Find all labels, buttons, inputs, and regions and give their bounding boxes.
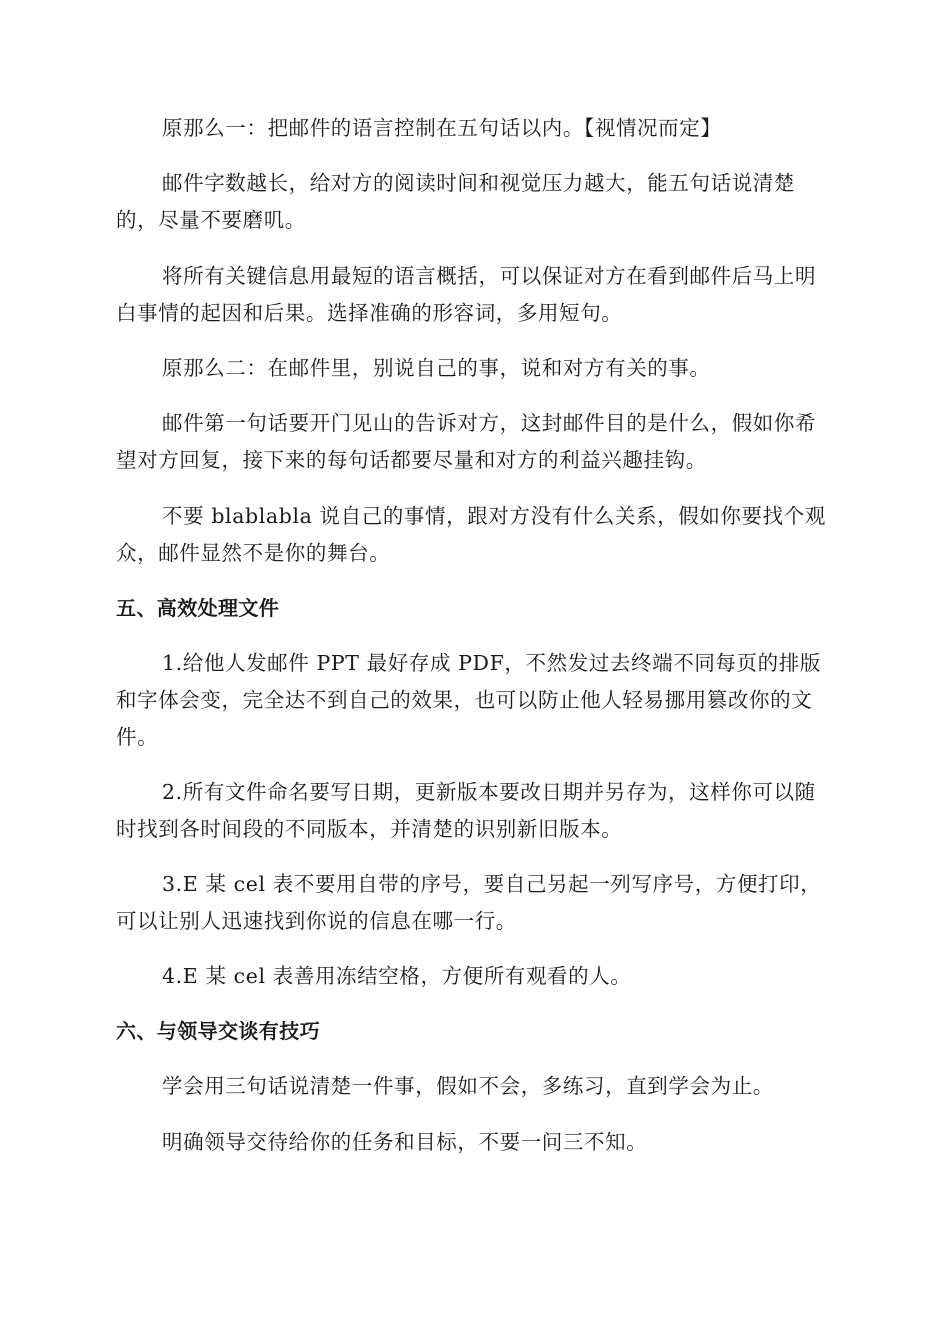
section-heading-five: 五、高效处理文件 <box>116 596 280 620</box>
list-item-excel-freeze: 4.E 某 cel 表善用冻结空格，方便所有观看的人。 <box>162 964 632 988</box>
paragraph-three-sentences: 学会用三句话说清楚一件事，假如不会，多练习，直到学会为止。 <box>162 1074 774 1098</box>
paragraph-clear-tasks: 明确领导交待给你的任务和目标，不要一问三不知。 <box>162 1130 648 1154</box>
paragraph-principle-two: 原那么二：在邮件里，别说自己的事，说和对方有关的事。 <box>162 356 711 380</box>
list-item-excel-numbering: 3.E 某 cel 表不要用自带的序号，要自己另起一列写序号，方便打印，可以让别人迅速找到你说的信息在哪一行。 <box>116 872 822 933</box>
paragraph-blablabla: 不要 blablabla 说自己的事情，跟对方没有什么关系，假如你要找个观众，邮件显然不是你的舞台。 <box>116 504 826 565</box>
list-item-file-naming: 2.所有文件命名要写日期，更新版本要改日期并另存为，这样你可以随时找到各时间段的不同版本，并清楚的识别新旧版本。 <box>116 780 816 841</box>
paragraph-principle-one: 原那么一：把邮件的语言控制在五句话以内。【视情况而定】 <box>162 116 722 140</box>
paragraph-key-info: 将所有关键信息用最短的语言概括，可以保证对方在看到邮件后马上明白事情的起因和后果。选择准确的形容词，多用短句。 <box>116 264 817 325</box>
paragraph-length-pressure: 邮件字数越长，给对方的阅读时间和视觉压力越大，能五句话说清楚的，尽量不要磨叽。 <box>116 171 795 232</box>
list-item-pdf: 1.给他人发邮件 PPT 最好存成 PDF，不然发过去终端不同每页的排版和字体会变，完全达不到自己的效果，也可以防止他人轻易挪用篡改你的文件。 <box>116 651 821 749</box>
section-heading-six: 六、与领导交谈有技巧 <box>116 1019 320 1043</box>
paragraph-first-sentence: 邮件第一句话要开门见山的告诉对方，这封邮件目的是什么，假如你希望对方回复，接下来的每句话都要尽量和对方的利益兴趣挂钩。 <box>116 411 817 472</box>
